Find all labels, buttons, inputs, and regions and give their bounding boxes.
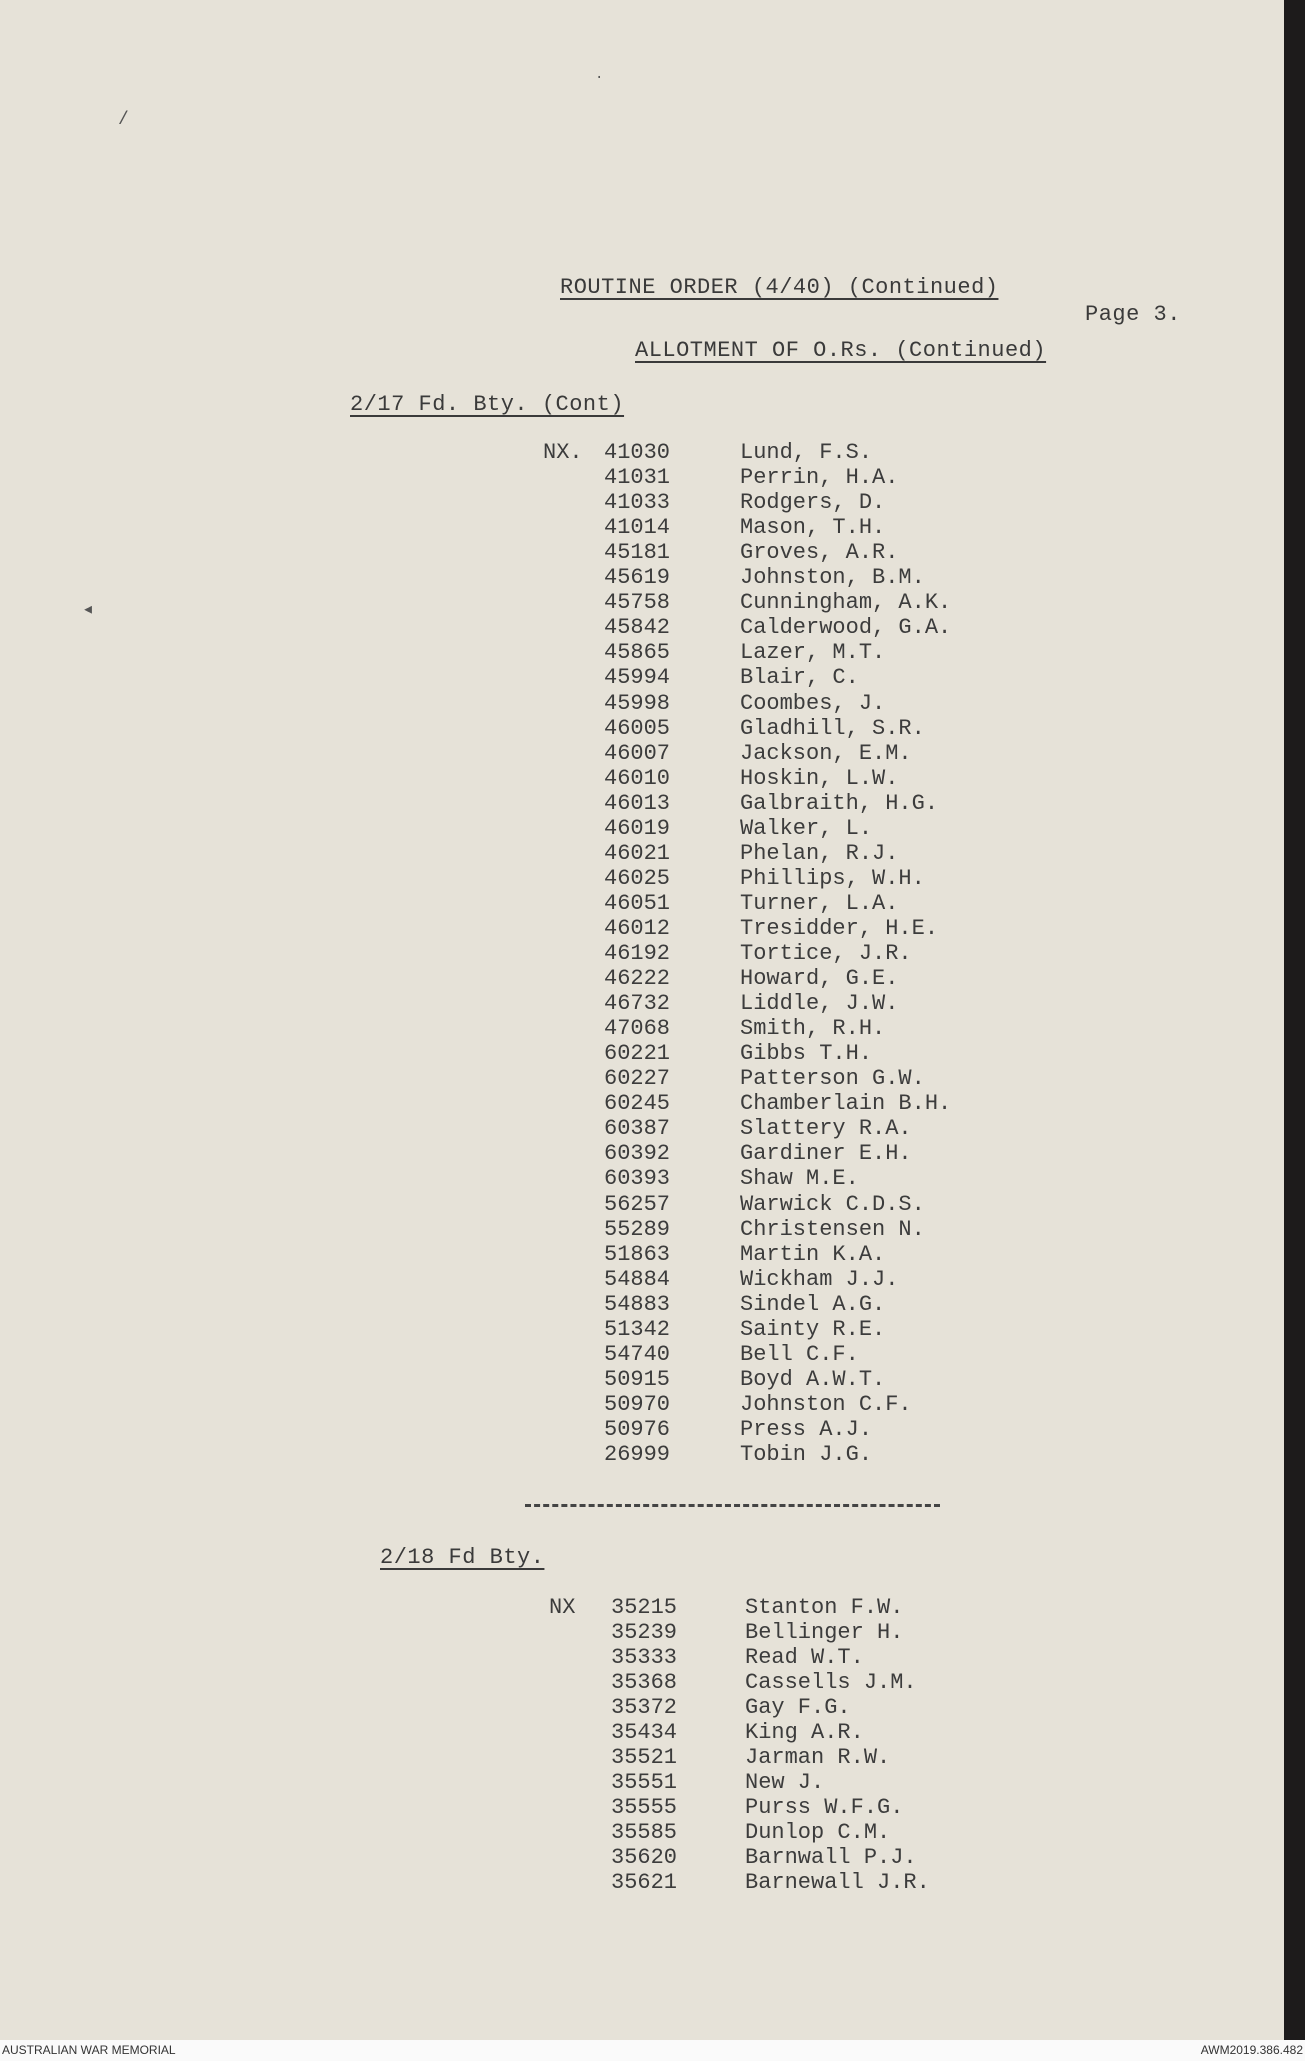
soldier-name: Tresidder, H.E. [740,915,939,941]
service-number: 46021 [604,840,671,866]
service-number: 35521 [611,1745,678,1770]
service-number: 41031 [604,465,671,491]
soldier-name: Martin K.A. [740,1241,886,1267]
service-number: 50970 [604,1391,671,1417]
service-number: 45842 [604,615,671,641]
soldier-name: Gladhill, S.R. [740,715,925,741]
ink-speck: ◂ [82,599,95,622]
service-number: 46732 [604,991,671,1017]
soldier-name: Smith, R.H. [740,1016,886,1042]
scan-background [1284,0,1305,2040]
service-number: 55289 [604,1216,671,1242]
service-number: 54884 [604,1266,671,1292]
footer-accession: AWM2019.386.482 [1200,2043,1303,2057]
soldier-name: Blair, C. [740,665,859,691]
soldier-name: Johnston C.F. [740,1391,912,1417]
service-number: 41033 [604,490,671,516]
page-number: Page 3. [1085,302,1181,327]
soldier-name: Galbraith, H.G. [740,790,939,816]
service-number: 35372 [611,1695,678,1720]
service-number: 50915 [604,1366,671,1392]
service-number: 46222 [604,966,671,992]
soldier-name: Gardiner E.H. [740,1141,912,1167]
soldier-name: Turner, L.A. [740,890,899,916]
soldier-name: Cassells J.M. [745,1670,917,1695]
service-number: 35551 [611,1770,678,1795]
soldier-name: Liddle, J.W. [740,991,899,1017]
soldier-name: Jarman R.W. [745,1745,891,1770]
service-number: 41030 [604,440,671,465]
service-number: 35621 [611,1870,678,1895]
soldier-name: Bellinger H. [745,1620,904,1645]
soldier-name: Calderwood, G.A. [740,615,952,641]
service-number: 35585 [611,1820,678,1845]
document-title: ROUTINE ORDER (4/40) (Continued) [560,275,999,300]
soldier-name: Dunlop C.M. [745,1820,891,1845]
service-number: 45758 [604,590,671,616]
service-number: 60393 [604,1166,671,1192]
service-number: 35434 [611,1720,678,1745]
service-number: 46007 [604,740,671,766]
service-number: 35368 [611,1670,678,1695]
soldier-name: Chamberlain B.H. [740,1091,952,1117]
soldier-name: Groves, A.R. [740,540,899,566]
soldier-name: Gibbs T.H. [740,1041,873,1067]
soldier-name: Tortice, J.R. [740,941,912,966]
service-number: 51342 [604,1316,671,1342]
soldier-name: Johnston, B.M. [740,565,925,591]
soldier-name: Read W.T. [745,1645,864,1670]
service-number: 45181 [604,540,671,566]
service-number: 46019 [604,815,671,841]
soldier-name: Boyd A.W.T. [740,1366,886,1392]
soldier-name: Purss W.F.G. [745,1795,904,1820]
section-heading-2-17: 2/17 Fd. Bty. (Cont) [350,392,625,417]
footer-credit: AUSTRALIAN WAR MEMORIAL [2,2043,176,2057]
service-prefix: NX [549,1595,576,1620]
soldier-name: King A.R. [745,1720,864,1745]
service-number: 54883 [604,1291,671,1317]
service-number: 46051 [604,890,671,916]
soldier-name: Sainty R.E. [740,1316,886,1342]
service-number: 35215 [611,1595,678,1620]
section-divider [525,1504,940,1507]
soldier-name: Stanton F.W. [745,1595,904,1620]
soldier-name: Sindel A.G. [740,1291,886,1317]
service-number: 46012 [604,915,671,941]
soldier-name: Phelan, R.J. [740,840,899,866]
service-number: 35333 [611,1645,678,1670]
service-number: 51863 [604,1241,671,1267]
soldier-name: Cunningham, A.K. [740,590,952,616]
soldier-name: New J. [745,1770,825,1795]
service-number: 45994 [604,665,671,691]
soldier-name: Slattery R.A. [740,1116,912,1142]
soldier-name: Christensen N. [740,1216,925,1242]
soldier-name: Patterson G.W. [740,1066,925,1092]
soldier-name: Perrin, H.A. [740,465,899,491]
service-number: 46025 [604,865,671,891]
soldier-name: Bell C.F. [740,1341,859,1367]
service-number: 41014 [604,515,671,541]
service-number: 60221 [604,1041,671,1067]
service-number: 45865 [604,640,671,666]
document-subtitle: ALLOTMENT OF O.Rs. (Continued) [635,338,1047,363]
service-number: 60392 [604,1141,671,1167]
section-heading-2-18: 2/18 Fd Bty. [380,1545,545,1570]
soldier-name: Wickham J.J. [740,1266,899,1292]
soldier-name: Shaw M.E. [740,1166,859,1192]
soldier-name: Barnwall P.J. [745,1845,917,1870]
soldier-name: Mason, T.H. [740,515,886,541]
footer-bar [0,2040,1305,2061]
service-number: 46005 [604,715,671,741]
soldier-name: Howard, G.E. [740,966,899,992]
soldier-name: Phillips, W.H. [740,865,925,891]
service-number: 45619 [604,565,671,591]
ink-speck: · [595,70,604,86]
service-number: 60387 [604,1116,671,1142]
handwritten-mark: / [118,110,129,130]
service-number: 46192 [604,941,671,966]
service-number: 46013 [604,790,671,816]
soldier-name: Rodgers, D. [740,490,886,516]
soldier-name: Walker, L. [740,815,873,841]
soldier-name: Jackson, E.M. [740,740,912,766]
soldier-name: Barnewall J.R. [745,1870,930,1895]
service-number: 45998 [604,690,671,716]
service-prefix: NX. [543,440,583,465]
soldier-name: Warwick C.D.S. [740,1191,925,1217]
soldier-name: Coombes, J. [740,690,886,716]
soldier-name: Lazer, M.T. [740,640,886,666]
service-number: 35239 [611,1620,678,1645]
soldier-name: Press A.J. [740,1416,873,1442]
service-number: 60245 [604,1091,671,1117]
soldier-name: Tobin J.G. [740,1442,873,1467]
service-number: 56257 [604,1191,671,1217]
soldier-name: Lund, F.S. [740,440,873,465]
soldier-name: Hoskin, L.W. [740,765,899,791]
service-number: 46010 [604,765,671,791]
service-number: 60227 [604,1066,671,1092]
service-number: 35620 [611,1845,678,1870]
service-number: 35555 [611,1795,678,1820]
service-number: 54740 [604,1341,671,1367]
soldier-name: Gay F.G. [745,1695,851,1720]
service-number: 47068 [604,1016,671,1042]
service-number: 50976 [604,1416,671,1442]
service-number: 26999 [604,1442,671,1467]
